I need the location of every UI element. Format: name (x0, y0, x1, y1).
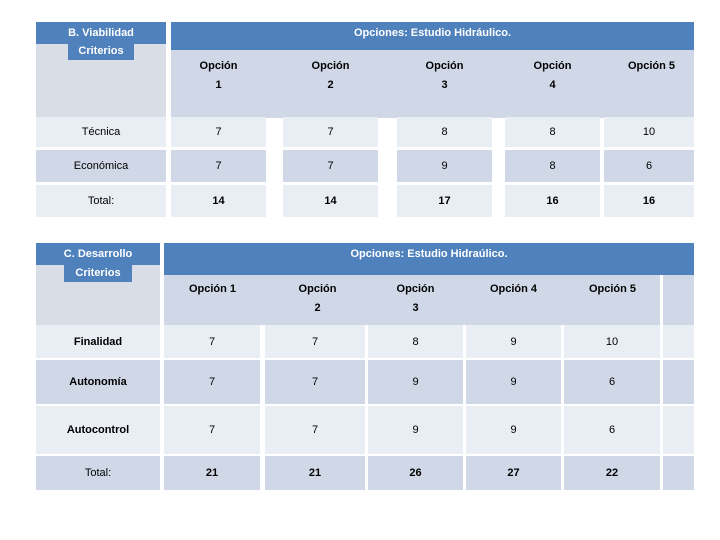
table1-cell: 7 (171, 117, 266, 147)
table1-cell: 8 (505, 150, 600, 182)
table2-col-5: Opción 5 (588, 283, 637, 295)
table2-cell: 7 (265, 360, 365, 404)
table2-extra-cell (663, 456, 694, 490)
table2-col-1: Opción 1 (188, 283, 237, 295)
table1-cell: 8 (505, 117, 600, 147)
table2-total-cell: 21 (164, 456, 260, 490)
table2-total-cell: 26 (368, 456, 463, 490)
table1-total-cell: 14 (283, 185, 378, 217)
table2-cell: 6 (564, 360, 660, 404)
table2-criterios-tab (64, 265, 132, 282)
table2-cell: 9 (466, 360, 561, 404)
table2-cell: 7 (265, 406, 365, 454)
table2-extra-cell (663, 360, 694, 404)
table1-criterios-tab (68, 44, 134, 60)
table1-cell: 9 (397, 150, 492, 182)
table2-header (164, 243, 694, 275)
table1-cell: 7 (171, 150, 266, 182)
table2-col-2: Opción 2 (298, 283, 337, 314)
table1-col-2: Opción 2 (311, 60, 350, 91)
table1-row-label: Técnica (36, 117, 166, 147)
table1-col-3: Opción 3 (425, 60, 464, 91)
table2-corner-subtitle: Criterios (75, 267, 121, 279)
table1-col-4: Opción 4 (533, 60, 572, 91)
table1-corner-subtitle: Criterios (78, 45, 124, 57)
table2-row-label: Autocontrol (36, 406, 160, 454)
table1-cell: 6 (604, 150, 694, 182)
table2-header-text: Opciones: Estudio Hidraúlico. (350, 248, 508, 260)
table1-row-label: Económica (36, 150, 166, 182)
table2-cell: 9 (368, 406, 463, 454)
table1-total-cell: 14 (171, 185, 266, 217)
table2-total-cell: 21 (265, 456, 365, 490)
table1-col-5: Opción 5 (627, 60, 676, 72)
table2-corner-title: C. Desarrollo (63, 248, 133, 260)
table2-row-label: Autonomía (36, 360, 160, 404)
table2-header-divider (660, 275, 663, 325)
table2-extra-cell (663, 406, 694, 454)
table1-header (171, 22, 694, 50)
table1-total-cell: 16 (505, 185, 600, 217)
table2-cell: 7 (265, 325, 365, 358)
table1-cell: 10 (604, 117, 694, 147)
table2-cell: 8 (368, 325, 463, 358)
table1-cell: 7 (283, 150, 378, 182)
table2-cell: 7 (164, 325, 260, 358)
table2-cell: 7 (164, 406, 260, 454)
table1-corner-title: B. Viabilidad (68, 27, 134, 39)
table2-cell: 9 (466, 406, 561, 454)
table2-cell: 7 (164, 360, 260, 404)
table1-total-cell: 17 (397, 185, 492, 217)
table2-col-3: Opción 3 (396, 283, 435, 314)
table2-cell: 9 (466, 325, 561, 358)
table1-col-1: Opción 1 (199, 60, 238, 91)
table2-col-4: Opción 4 (489, 283, 538, 295)
table1-cell: 8 (397, 117, 492, 147)
table2-cell: 6 (564, 406, 660, 454)
table1-header-text: Opciones: Estudio Hidráulico. (353, 27, 512, 39)
table2-corner-header (36, 243, 160, 265)
table1-cell: 7 (283, 117, 378, 147)
table2-cell: 9 (368, 360, 463, 404)
table2-total-cell: 22 (564, 456, 660, 490)
table1-corner-header (36, 22, 166, 44)
table2-extra-cell (663, 325, 694, 358)
table2-cell: 10 (564, 325, 660, 358)
table1-total-label: Total: (36, 185, 166, 217)
table2-total-cell: 27 (466, 456, 561, 490)
table2-row-label: Finalidad (36, 325, 160, 358)
table2-total-label: Total: (36, 456, 160, 490)
table1-total-cell: 16 (604, 185, 694, 217)
